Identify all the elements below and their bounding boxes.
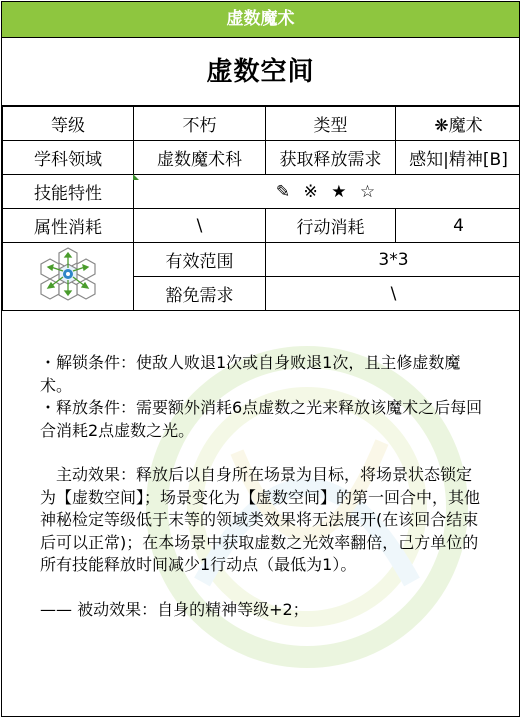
skill-card bbox=[1, 1, 520, 717]
exempt-value: \ bbox=[266, 277, 521, 311]
unlock-condition: ・解锁条件：使敌人败退1次或自身败退1次，且主修虚数魔术。 bbox=[40, 353, 461, 395]
req-label: 获取释放需求 bbox=[266, 141, 396, 175]
trait-value: ✎ ※ ★ ☆ bbox=[134, 175, 521, 209]
trait-corner-marker bbox=[133, 174, 139, 180]
trait-label: 技能特性 bbox=[3, 175, 134, 209]
skill-info-table bbox=[2, 106, 520, 311]
attr-cost-label: 属性消耗 bbox=[3, 209, 134, 243]
level-value: 不朽 bbox=[134, 107, 266, 141]
skill-icon-cell bbox=[3, 243, 134, 311]
passive-effect: —— 被动效果：自身的精神等级+2； bbox=[40, 599, 309, 619]
row-traits bbox=[3, 175, 521, 209]
row-costs bbox=[3, 209, 521, 243]
row-field-req bbox=[3, 141, 521, 175]
action-cost-value: 4 bbox=[396, 209, 521, 243]
row-level-type bbox=[3, 107, 521, 141]
req-value: 感知|精神[B] bbox=[396, 141, 521, 175]
attr-cost-value: \ bbox=[134, 209, 266, 243]
level-label: 等级 bbox=[3, 107, 134, 141]
release-condition: ・释放条件：需要额外消耗6点虚数之光来释放该魔术之后每回合消耗2点虚数之光。 bbox=[40, 398, 483, 440]
skill-description bbox=[40, 352, 485, 621]
type-label: 类型 bbox=[266, 107, 396, 141]
skill-title: 虚数空间 bbox=[2, 37, 519, 106]
field-value: 虚数魔术科 bbox=[134, 141, 266, 175]
range-label: 有效范围 bbox=[134, 243, 266, 277]
field-label: 学科领域 bbox=[3, 141, 134, 175]
action-cost-label: 行动消耗 bbox=[266, 209, 396, 243]
range-value: 3*3 bbox=[266, 243, 521, 277]
row-range bbox=[3, 243, 521, 277]
category-header: 虚数魔术 bbox=[2, 2, 519, 37]
exempt-label: 豁免需求 bbox=[134, 277, 266, 311]
active-effect: 主动效果：释放后以自身所在场景为目标，将场景状态锁定为【虚数空间】；场景变化为【虚数空间】的第一回合中，其他神秘检定等级低于末等的领域类效果将无法展开(在该回合结束后可以正常)；在本场景中获取虚数之光效率翻倍，己方单位的所有技能释放时间减少1行动点（最低为1）。 bbox=[40, 465, 481, 574]
type-value: ❋魔术 bbox=[396, 107, 521, 141]
hexagon-grid-icon bbox=[37, 246, 99, 302]
